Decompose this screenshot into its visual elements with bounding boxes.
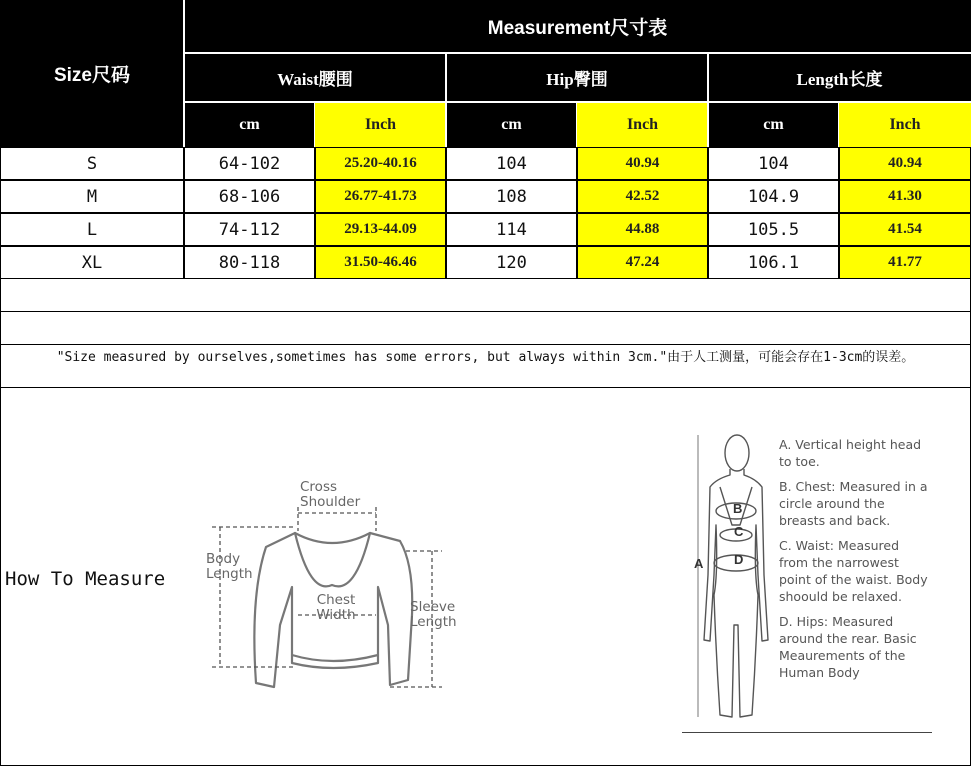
waist-inch-cell: 25.20-40.16: [315, 147, 446, 180]
length-cm-cell: 105.5: [708, 213, 839, 246]
length-inch-cell: 41.54: [839, 213, 971, 246]
length-cm-cell: 106.1: [708, 246, 839, 279]
hip-inch-cell: 42.52: [577, 180, 708, 213]
body-length-label: Body Length: [206, 551, 253, 582]
unit-inch-waist: Inch: [315, 102, 446, 147]
hip-inch-cell: 47.24: [577, 246, 708, 279]
hip-inch-cell: 40.94: [577, 147, 708, 180]
unit-cm-hip: cm: [446, 102, 577, 147]
hip-cm-cell: 114: [446, 213, 577, 246]
figure-mark-b: B: [733, 501, 743, 516]
body-figure-icon: [680, 425, 780, 735]
waist-cm-cell: 80-118: [184, 246, 315, 279]
unit-cm-length: cm: [708, 102, 839, 147]
size-cell: XL: [0, 246, 184, 279]
legend-item: B. Chest: Measured in a circle around the breasts and back.: [779, 479, 928, 528]
size-cell: M: [0, 180, 184, 213]
waist-inch-cell: 26.77-41.73: [315, 180, 446, 213]
hip-cm-cell: 108: [446, 180, 577, 213]
length-inch-cell: 40.94: [839, 147, 971, 180]
cross-shoulder-label: Cross Shoulder: [300, 479, 361, 510]
length-inch-cell: 41.77: [839, 246, 971, 279]
size-header: Size尺码: [0, 0, 184, 147]
table-title: Measurement尺寸表: [184, 0, 971, 53]
unit-inch-length: Inch: [839, 102, 971, 147]
size-cell: S: [0, 147, 184, 180]
waist-cm-cell: 68-106: [184, 180, 315, 213]
size-cell: L: [0, 213, 184, 246]
length-group-header: Length长度: [708, 53, 971, 102]
waist-inch-cell: 29.13-44.09: [315, 213, 446, 246]
length-cm-cell: 104: [708, 147, 839, 180]
waist-cm-cell: 74-112: [184, 213, 315, 246]
empty-row: [0, 279, 971, 312]
waist-group-header: Waist腰围: [184, 53, 446, 102]
waist-inch-cell: 31.50-46.46: [315, 246, 446, 279]
length-inch-cell: 41.30: [839, 180, 971, 213]
legend-item: A. Vertical height head to toe.: [779, 437, 922, 469]
figure-baseline: [682, 732, 932, 733]
chest-width-label: Chest Width: [316, 592, 356, 623]
how-to-measure-label: How To Measure: [5, 568, 166, 590]
waist-cm-cell: 64-102: [184, 147, 315, 180]
unit-cm-waist: cm: [184, 102, 315, 147]
figure-mark-d: D: [734, 552, 744, 567]
hip-inch-cell: 44.88: [577, 213, 708, 246]
legend-item: C. Waist: Measured from the narrowest point of the waist. Body shoould be relaxed.: [779, 538, 928, 604]
figure-mark-a: A: [694, 556, 704, 571]
hip-cm-cell: 120: [446, 246, 577, 279]
length-cm-cell: 104.9: [708, 180, 839, 213]
figure-mark-c: C: [734, 524, 744, 539]
measure-legend: [779, 436, 931, 689]
legend-item: D. Hips: Measured around the rear. Basic Meaurements of the Human Body: [779, 614, 917, 680]
unit-inch-hip: Inch: [577, 102, 708, 147]
sleeve-length-label: Sleeve Length: [410, 599, 457, 630]
empty-row: [0, 312, 971, 345]
measurement-note: "Size measured by ourselves,sometimes has some errors, but always within 3cm."由于人工测量，可能会存在1-3cm的误差。: [0, 345, 971, 388]
hip-cm-cell: 104: [446, 147, 577, 180]
hip-group-header: Hip臀围: [446, 53, 708, 102]
